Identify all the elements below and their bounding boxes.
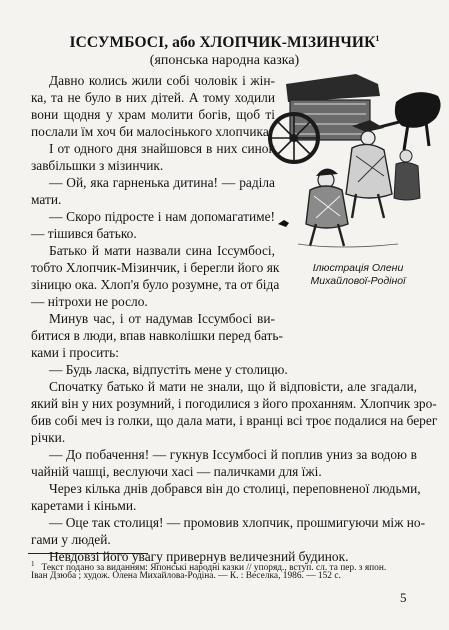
small-creature	[278, 220, 289, 227]
text-line: зіницю ока. Хлоп'я було розумне, та от біда	[31, 277, 280, 292]
illustration-caption	[278, 262, 438, 288]
figure-three-robe	[394, 162, 420, 200]
text-line: — Будь ласка, відпустіть мене у столицю.	[49, 362, 288, 377]
text-line: — Скоро підросте і нам допомагатиме!	[49, 209, 275, 224]
caption-line: Ілюстрація Олени	[312, 262, 404, 274]
text-line: битися в люди, впав навколішки перед бать-	[31, 328, 283, 343]
text-line: — тішився батько.	[31, 226, 137, 241]
story-title-text: ІССУМБОСІ, або ХЛОПЧИК-МІЗИНЧИК	[69, 34, 376, 52]
text-line: — Ой, яка гарненька дитина! — раділа	[49, 175, 275, 190]
footnote-text: Текст подано за виданням: Японські народні казки // упоряд., вступ. сл. та пер. з япон.	[41, 563, 387, 574]
text-line: — До побачення! — гукнув Іссумбосі й поплив униз за водою в	[49, 447, 417, 462]
figure-head	[361, 131, 375, 145]
footnote-rule	[28, 553, 148, 554]
story-subtitle: (японська народна казка)	[149, 53, 300, 68]
figure-two-hair	[316, 168, 338, 176]
text-line: бив собі меч із голки, що дала мати, і вранці всі троє подалися на берег	[31, 413, 438, 428]
ox-body	[395, 92, 441, 128]
text-line: Батько й мати назвали сина Іссумбосі,	[49, 243, 275, 258]
ground-line	[298, 244, 398, 247]
figure-two-robe	[306, 186, 348, 228]
text-line: ка, та не було в них дітей. А тому ходили	[31, 90, 275, 105]
text-line: — Оце так столиця! — промовив хлопчик, прошмигуючи між но-	[49, 515, 426, 530]
text-line: мати.	[31, 192, 62, 207]
text-line: каретами і кіньми.	[31, 498, 137, 513]
text-line: Давно колись жили собі чоловік і жін-	[49, 73, 275, 88]
text-line: завбільшки з мізинчик.	[31, 158, 164, 173]
text-line: Спочатку батько й мати не знали, що й відповісти, але згадали,	[49, 379, 417, 394]
text-line: — нітрохи не росло.	[31, 294, 148, 309]
illustration-cart-procession	[268, 72, 444, 260]
wheel-spokes	[270, 114, 318, 162]
text-line: послали їм хоч би малосінького хлопчика.	[31, 124, 273, 139]
text-line: тобто Хлопчик-Мізинчик, і берегли його як	[31, 260, 280, 275]
text-line: річки.	[31, 430, 66, 445]
footnote-marker: 1	[31, 560, 35, 568]
text-line: ками і просить:	[31, 345, 119, 360]
text-line: Через кілька днів добрався він до столиці, переповненої людьми,	[49, 481, 421, 496]
footnote-marker: 1	[375, 34, 380, 43]
text-line: І от одного дня знайшовся в них синок	[49, 141, 275, 156]
text-line: Невдовзі його увагу привернув величезний будинок.	[49, 549, 349, 564]
cart-roof	[286, 74, 380, 102]
text-line: чайній чашці, веслуючи хасі — паличками для їжі.	[31, 464, 322, 479]
text-line: який він у них розумний, і погодилися з його проханням. Хлопчик зро-	[31, 396, 437, 411]
text-line: вони щодня у храм молити богів, щоб ті	[31, 107, 275, 122]
text-line: Минув час, і от надумав Іссумбосі ви-	[49, 311, 275, 326]
page-number: 5	[400, 590, 407, 605]
caption-line: Михайлової-Родіної	[310, 275, 406, 287]
text-line: гами у людей.	[31, 532, 111, 547]
footnote-line: Іван Дзюба ; худож. Олена Михайлова-Родіна. — К. : Веселка, 1986. — 152 с.	[31, 571, 341, 581]
story-title	[0, 34, 449, 52]
figure-three-head	[400, 150, 412, 162]
